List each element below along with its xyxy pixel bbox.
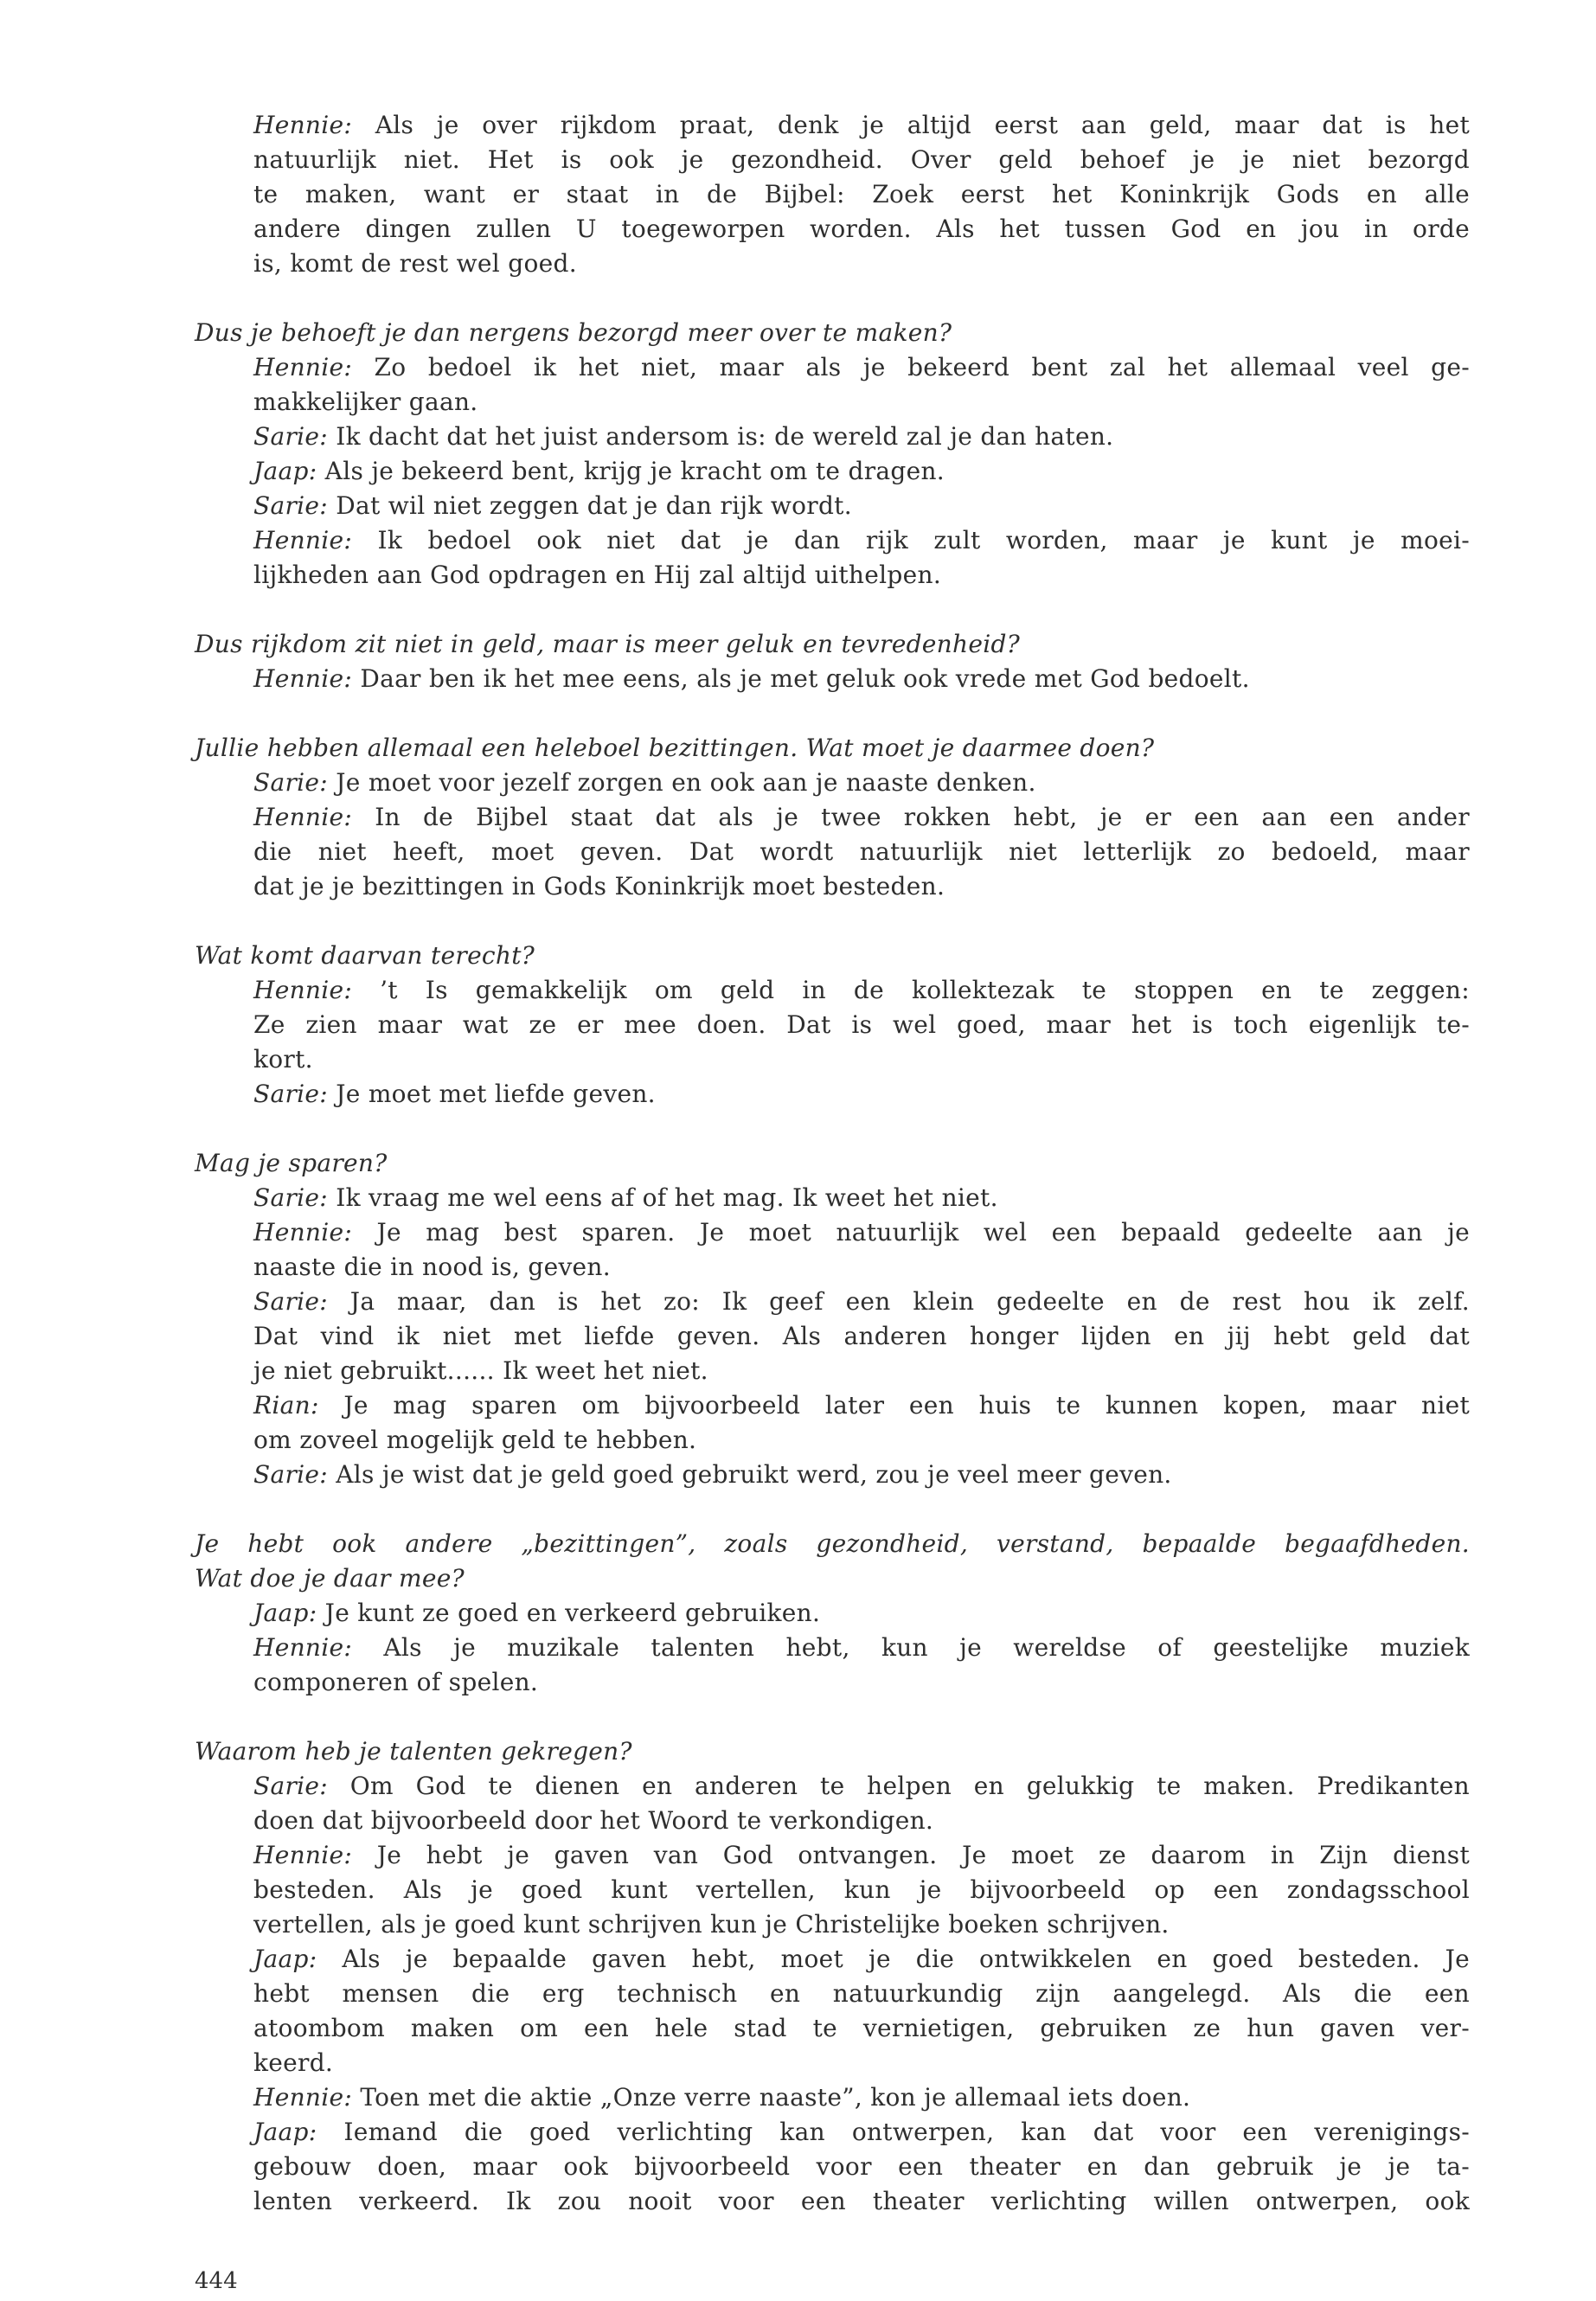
speaker-name: Jaap: xyxy=(253,1945,317,1973)
page-number: 444 xyxy=(195,2268,238,2294)
continuation-line: Ze zien maar wat ze er mee doen. Dat is wel goed, maar het is toch eigenlijk te- xyxy=(253,1010,1470,1039)
speaker-line: Hennie: ’t Is gemakkelijk om geld in de kollektezak te stoppen en te zeggen: xyxy=(253,976,1470,1004)
speaker-name: Hennie: xyxy=(253,1633,353,1662)
speaker-name: Hennie: xyxy=(253,2083,353,2112)
continuation-line: doen dat bijvoorbeeld door het Woord te verkondigen. xyxy=(253,1806,934,1835)
continuation-line: natuurlijk niet. Het is ook je gezondheid. Over geld behoef je je niet bezorgd xyxy=(253,145,1470,174)
page-body xyxy=(0,108,1596,2219)
speaker-line: Jaap: Iemand die goed verlichting kan ontwerpen, kan dat voor een verenigings- xyxy=(253,2118,1470,2146)
continuation-line: Dat vind ik niet met liefde geven. Als anderen honger lijden en jij hebt geld dat xyxy=(253,1322,1470,1350)
interviewer-question: Dus rijkdom zit niet in geld, maar is meer geluk en tevredenheid? xyxy=(195,630,1020,658)
speaker-line: Sarie: Ik dacht dat het juist andersom is: de wereld zal je dan haten. xyxy=(253,422,1114,451)
speaker-name: Hennie: xyxy=(253,1841,353,1869)
continuation-line: kort. xyxy=(253,1045,313,1074)
speaker-line: Sarie: Ik vraag me wel eens af of het mag. Ik weet het niet. xyxy=(253,1183,998,1212)
speaker-name: Jaap: xyxy=(253,1599,317,1627)
speaker-name: Hennie: xyxy=(253,1218,353,1247)
speaker-line: Hennie: Je hebt je gaven van God ontvangen. Je moet ze daarom in Zijn dienst xyxy=(253,1841,1470,1869)
speaker-name: Sarie: xyxy=(253,491,329,520)
blank-line xyxy=(0,904,1596,939)
continuation-line: gebouw doen, maar ook bijvoorbeeld voor een theater en dan gebruik je je ta- xyxy=(253,2152,1470,2181)
continuation-line: atoombom maken om een hele stad te vernietigen, gebruiken ze hun gaven ver- xyxy=(253,2014,1470,2042)
speaker-name: Hennie: xyxy=(253,111,353,139)
continuation-line: hebt mensen die erg technisch en natuurkundig zijn aangelegd. Als die een xyxy=(253,1979,1470,2008)
blank-line xyxy=(0,1112,1596,1146)
interviewer-question: Jullie hebben allemaal een heleboel bezittingen. Wat moet je daarmee doen? xyxy=(195,734,1155,762)
speaker-name: Hennie: xyxy=(253,664,353,693)
speaker-line: Sarie: Om God te dienen en anderen te helpen en gelukkig te maken. Predikanten xyxy=(253,1772,1470,1800)
speaker-line: Sarie: Je moet met liefde geven. xyxy=(253,1080,656,1108)
speaker-line: Sarie: Ja maar, dan is het zo: Ik geef een klein gedeelte en de rest hou ik zelf. xyxy=(253,1287,1470,1316)
speaker-name: Sarie: xyxy=(253,768,329,797)
speaker-name: Sarie: xyxy=(253,1772,329,1800)
speaker-name: Rian: xyxy=(253,1391,319,1420)
speaker-line: Hennie: Zo bedoel ik het niet, maar als je bekeerd bent zal het allemaal veel ge- xyxy=(253,353,1470,381)
blank-line xyxy=(0,281,1596,316)
continuation-line: lenten verkeerd. Ik zou nooit voor een theater verlichting willen ontwerpen, ook xyxy=(253,2187,1470,2215)
interviewer-question: Mag je sparen? xyxy=(195,1149,388,1177)
blank-line xyxy=(0,1700,1596,1734)
blank-line xyxy=(0,1492,1596,1527)
speaker-line: Jaap: Je kunt ze goed en verkeerd gebruiken. xyxy=(253,1599,821,1627)
speaker-name: Hennie: xyxy=(253,803,353,831)
interviewer-question: Dus je behoeft je dan nergens bezorgd meer over te maken? xyxy=(195,318,952,347)
speaker-line: Rian: Je mag sparen om bijvoorbeeld later een huis te kunnen kopen, maar niet xyxy=(253,1391,1470,1420)
continuation-line: andere dingen zullen U toegeworpen worden. Als het tussen God en jou in orde xyxy=(253,215,1470,243)
continuation-line: je niet gebruikt...... Ik weet het niet. xyxy=(253,1356,708,1385)
blank-line xyxy=(0,696,1596,731)
speaker-name: Hennie: xyxy=(253,976,353,1004)
speaker-name: Hennie: xyxy=(253,353,353,381)
speaker-name: Sarie: xyxy=(253,1460,329,1489)
interviewer-question: Waarom heb je talenten gekregen? xyxy=(195,1737,632,1766)
speaker-line: Jaap: Als je bekeerd bent, krijg je kracht om te dragen. xyxy=(253,457,945,485)
continuation-line: makkelijker gaan. xyxy=(253,388,478,416)
continuation-line: besteden. Als je goed kunt vertellen, kun je bijvoorbeeld op een zondagsschool xyxy=(253,1875,1470,1904)
speaker-line: Hennie: Daar ben ik het mee eens, als je met geluk ook vrede met God bedoelt. xyxy=(253,664,1250,693)
continuation-line: naaste die in nood is, geven. xyxy=(253,1253,611,1281)
speaker-name: Sarie: xyxy=(253,1287,329,1316)
continuation-line: lijkheden aan God opdragen en Hij zal altijd uithelpen. xyxy=(253,561,942,589)
continuation-line: keerd. xyxy=(253,2048,334,2077)
continuation-line: die niet heeft, moet geven. Dat wordt natuurlijk niet letterlijk zo bedoeld, maar xyxy=(253,837,1470,866)
speaker-line: Hennie: Toen met die aktie „Onze verre naaste”, kon je allemaal iets doen. xyxy=(253,2083,1191,2112)
speaker-line: Hennie: Je mag best sparen. Je moet natuurlijk wel een bepaald gedeelte aan je xyxy=(253,1218,1470,1247)
interviewer-question: Wat komt daarvan terecht? xyxy=(195,941,535,970)
speaker-line: Sarie: Je moet voor jezelf zorgen en ook aan je naaste denken. xyxy=(253,768,1036,797)
speaker-name: Sarie: xyxy=(253,1183,329,1212)
speaker-line: Sarie: Als je wist dat je geld goed gebruikt werd, zou je veel meer geven. xyxy=(253,1460,1172,1489)
continuation-line: componeren of spelen. xyxy=(253,1668,539,1696)
speaker-line: Hennie: Als je muzikale talenten hebt, kun je wereldse of geestelijke muziek xyxy=(253,1633,1470,1662)
speaker-name: Jaap: xyxy=(253,457,317,485)
speaker-name: Sarie: xyxy=(253,1080,329,1108)
interviewer-question: Wat doe je daar mee? xyxy=(195,1564,465,1593)
speaker-line: Jaap: Als je bepaalde gaven hebt, moet je die ontwikkelen en goed besteden. Je xyxy=(253,1945,1470,1973)
speaker-name: Sarie: xyxy=(253,422,329,451)
continuation-line: dat je je bezittingen in Gods Koninkrijk moet besteden. xyxy=(253,872,945,901)
speaker-line: Hennie: In de Bijbel staat dat als je twee rokken hebt, je er een aan een ander xyxy=(253,803,1470,831)
speaker-line: Sarie: Dat wil niet zeggen dat je dan rijk wordt. xyxy=(253,491,852,520)
continuation-line: is, komt de rest wel goed. xyxy=(253,249,577,278)
interviewer-question: Je hebt ook andere „bezittingen”, zoals gezondheid, verstand, bepaalde begaafdheden. xyxy=(195,1529,1470,1558)
continuation-line: om zoveel mogelijk geld te hebben. xyxy=(253,1426,697,1454)
speaker-line: Hennie: Als je over rijkdom praat, denk je altijd eerst aan geld, maar dat is het xyxy=(253,111,1470,139)
continuation-line: te maken, want er staat in de Bijbel: Zoek eerst het Koninkrijk Gods en alle xyxy=(253,180,1470,208)
speaker-name: Hennie: xyxy=(253,526,353,554)
blank-line xyxy=(0,593,1596,627)
speaker-line: Hennie: Ik bedoel ook niet dat je dan rijk zult worden, maar je kunt je moei- xyxy=(253,526,1470,554)
speaker-name: Jaap: xyxy=(253,2118,317,2146)
continuation-line: vertellen, als je goed kunt schrijven kun je Christelijke boeken schrijven. xyxy=(253,1910,1170,1939)
